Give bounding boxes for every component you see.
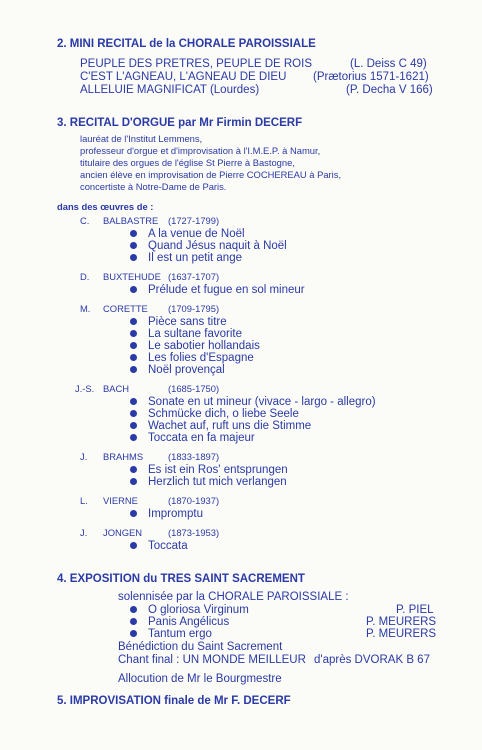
composer-initial: J.-S.	[75, 383, 95, 394]
section-3-title: 3. RECITAL D'ORGUE par Mr Firmin DECERF	[57, 117, 303, 129]
work-title: Schmücke dich, o liebe Seele	[148, 408, 299, 420]
s2-row-2-title: C'EST L'AGNEAU, L'AGNEAU DE DIEU	[80, 71, 287, 83]
composer-initial: D.	[80, 271, 90, 282]
composer-dates: (1727-1799)	[168, 215, 220, 226]
work-title: Impromptu	[148, 508, 203, 520]
s4-allocution: Allocution de Mr le Bourgmestre	[118, 673, 282, 685]
s4-subtitle: solennisée par la CHORALE PAROISSIALE :	[118, 591, 349, 603]
work-title: Les folies d'Espagne	[148, 352, 254, 364]
work-title: La sultane favorite	[148, 328, 242, 340]
composer-name: JONGEN	[103, 527, 143, 538]
section-4-title: 4. EXPOSITION du TRES SAINT SACREMENT	[57, 573, 305, 585]
section-2-title: 2. MINI RECITAL de la CHORALE PAROISSIALE	[57, 38, 316, 50]
work-title: Toccata	[148, 540, 188, 552]
bullet-icon	[130, 410, 137, 417]
bullet-icon	[130, 422, 137, 429]
bullet-icon	[130, 398, 137, 405]
work-title: Noël provençal	[148, 364, 225, 376]
s2-row-3-title: ALLELUIE MAGNIFICAT (Lourdes)	[80, 84, 260, 96]
bio-line-2: professeur d'orgue et d'improvisation à l'I.M.E.P. à Namur,	[80, 145, 321, 156]
work-title: Sonate en ut mineur (vivace - largo - allegro)	[148, 396, 376, 408]
work-title: Le sabotier hollandais	[148, 340, 260, 352]
bullet-icon	[130, 242, 137, 249]
s4-item-3: Tantum ergo	[148, 628, 212, 640]
work-title: Es ist ein Ros' entsprungen	[148, 464, 288, 476]
s4-chant-final: Chant final : UN MONDE MEILLEUR	[118, 654, 306, 666]
composer-dates: (1709-1795)	[168, 303, 220, 314]
bullet-icon	[130, 478, 137, 485]
s2-row-3-ref: (P. Decha V 166)	[346, 84, 433, 96]
bio-line-1: lauréat de l'Institut Lemmens,	[80, 133, 203, 144]
s4-chant-final-ref: d'après DVORAK B 67	[314, 654, 430, 666]
s4-item-1: O gloriosa Virginum	[148, 604, 249, 616]
s2-row-1-title: PEUPLE DES PRETRES, PEUPLE DE ROIS	[80, 58, 312, 70]
work-title: Quand Jésus naquit à Noël	[148, 240, 287, 252]
bio-line-4: ancien élève en improvisation de Pierre COCHEREAU à Paris,	[80, 169, 342, 180]
bullet-icon	[130, 342, 137, 349]
composer-initial: J.	[80, 451, 88, 462]
work-title: A la venue de Noël	[148, 228, 245, 240]
composer-initial: C.	[80, 215, 90, 226]
s4-benediction: Bénédiction du Saint Sacrement	[118, 641, 283, 653]
s2-row-2-ref: (Prætorius 1571-1621)	[313, 71, 429, 83]
s4-item-2: Panis Angélicus	[148, 616, 230, 628]
work-title: Pièce sans titre	[148, 316, 227, 328]
section-5-title: 5. IMPROVISATION finale de Mr F. DECERF	[57, 695, 291, 707]
bullet-icon	[130, 466, 137, 473]
bullet-icon	[130, 230, 137, 237]
composer-initial: L.	[80, 495, 88, 506]
s4-item-1-composer: P. PIEL	[396, 604, 434, 616]
composer-dates: (1870-1937)	[168, 495, 220, 506]
bullet-icon	[130, 510, 137, 517]
composer-initial: J.	[80, 527, 88, 538]
s4-item-3-composer: P. MEURERS	[366, 628, 437, 640]
work-title: Toccata en fa majeur	[148, 432, 255, 444]
work-title: Herzlich tut mich verlangen	[148, 476, 287, 488]
composer-dates: (1873-1953)	[168, 527, 220, 538]
composer-dates: (1637-1707)	[168, 271, 220, 282]
composer-dates: (1685-1750)	[168, 383, 220, 394]
composer-name: VIERNE	[103, 495, 138, 506]
bullet-icon	[130, 618, 137, 625]
bullet-icon	[130, 254, 137, 261]
bullet-icon	[130, 286, 137, 293]
bullet-icon	[130, 606, 137, 613]
bullet-icon	[130, 366, 137, 373]
work-title: Prélude et fugue en sol mineur	[148, 284, 305, 296]
composer-name: CORETTE	[103, 303, 148, 314]
s2-row-1-ref: (L. Deiss C 49)	[350, 58, 427, 70]
work-title: Wachet auf, ruft uns die Stimme	[148, 420, 312, 432]
bullet-icon	[130, 542, 137, 549]
bullet-icon	[130, 330, 137, 337]
s4-item-2-composer: P. MEURERS	[366, 616, 437, 628]
composer-dates: (1833-1897)	[168, 451, 220, 462]
composer-name: BALBASTRE	[103, 215, 159, 226]
composer-name: BRAHMS	[103, 451, 144, 462]
bio-line-3: titulaire des orgues de l'église St Pierre à Bastogne,	[80, 157, 295, 168]
bio-line-5: concertiste à Notre-Dame de Paris.	[80, 181, 227, 192]
work-title: Il est un petit ange	[148, 252, 242, 264]
bullet-icon	[130, 630, 137, 637]
composer-name: BACH	[103, 383, 130, 394]
bullet-icon	[130, 318, 137, 325]
composer-name: BUXTEHUDE	[103, 271, 161, 282]
bullet-icon	[130, 354, 137, 361]
bullet-icon	[130, 434, 137, 441]
composer-initial: M.	[80, 303, 91, 314]
works-intro: dans des œuvres de :	[57, 201, 154, 212]
